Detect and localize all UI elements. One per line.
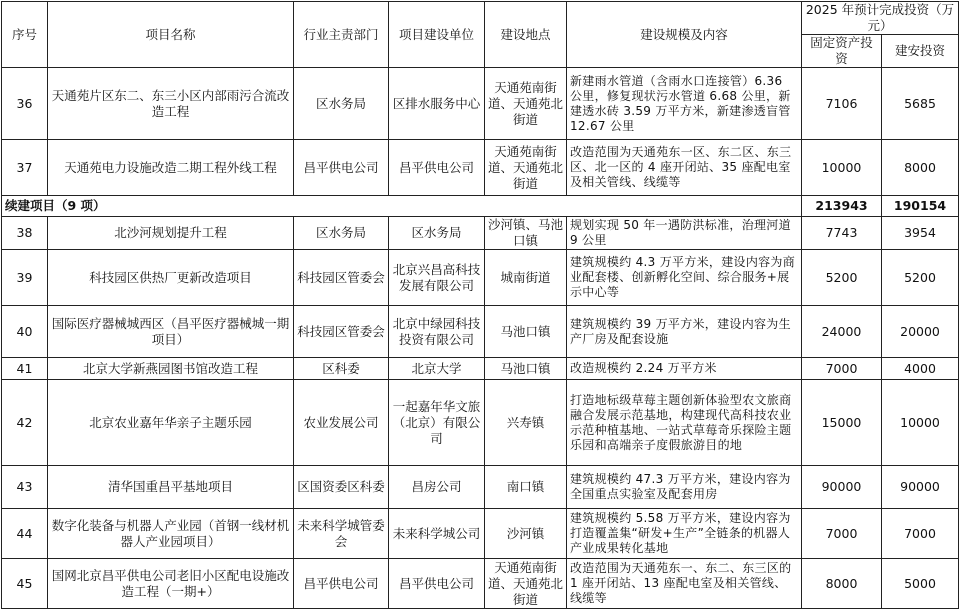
row-construction-unit: 昌平供电公司 (389, 559, 485, 609)
row-construction-investment: 8000 (882, 140, 959, 196)
row-construction-unit: 北京大学 (389, 358, 485, 380)
row-no: 42 (2, 380, 48, 466)
row-construction-unit: 区水务局 (389, 217, 485, 250)
row-fixed-investment: 7743 (802, 217, 882, 250)
row-department: 科技园区管委会 (294, 306, 389, 358)
table-row (2, 380, 959, 466)
table-body-bottom (2, 217, 959, 609)
row-no: 37 (2, 140, 48, 196)
row-location: 天通苑南街道、天通苑北街道 (485, 559, 567, 609)
row-department: 区水务局 (294, 68, 389, 140)
table-row (2, 140, 959, 196)
header-no: 序号 (2, 2, 48, 68)
row-department: 昌平供电公司 (294, 559, 389, 609)
row-no: 40 (2, 306, 48, 358)
table-row (2, 358, 959, 380)
row-construction-investment: 4000 (882, 358, 959, 380)
header-construction-invest: 建安投资 (882, 35, 959, 68)
header-department: 行业主责部门 (294, 2, 389, 68)
row-location: 南口镇 (485, 466, 567, 509)
row-location: 马池口镇 (485, 358, 567, 380)
row-construction-unit: 昌房公司 (389, 466, 485, 509)
row-construction-investment: 5000 (882, 559, 959, 609)
row-no: 44 (2, 509, 48, 559)
row-construction-unit: 北京中绿园科技投资有限公司 (389, 306, 485, 358)
row-fixed-investment: 5200 (802, 250, 882, 306)
row-scale: 打造地标级草莓主题创新体验型农文旅商融合发展示范基地，构建现代高科技农业示范种植基地、一站式草莓奇乐探险主题乐园和高端亲子度假旅游目的地 (567, 380, 802, 466)
row-construction-investment: 5685 (882, 68, 959, 140)
row-construction-unit: 一起嘉年华文旅（北京）有限公司 (389, 380, 485, 466)
row-no: 43 (2, 466, 48, 509)
row-fixed-investment: 90000 (802, 466, 882, 509)
row-project-name: 天通苑电力设施改造二期工程外线工程 (48, 140, 294, 196)
row-department: 农业发展公司 (294, 380, 389, 466)
row-scale: 建筑规模约 5.58 万平方米，建设内容为打造覆盖集“研发+生产”全链条的机器人产业成果转化基地 (567, 509, 802, 559)
section-construction-total: 190154 (882, 196, 959, 217)
row-department: 未来科学城管委会 (294, 509, 389, 559)
table-body-top (2, 68, 959, 217)
header-construction-unit: 项目建设单位 (389, 2, 485, 68)
row-construction-unit: 北京兴昌高科技发展有限公司 (389, 250, 485, 306)
row-scale: 建筑规模约 39 万平方米，建设内容为生产厂房及配套设施 (567, 306, 802, 358)
table-row (2, 306, 959, 358)
header-investment-group: 2025 年预计完成投资（万元） (802, 2, 959, 35)
row-no: 39 (2, 250, 48, 306)
row-construction-investment: 90000 (882, 466, 959, 509)
row-department: 区科委 (294, 358, 389, 380)
row-fixed-investment: 7000 (802, 358, 882, 380)
row-construction-investment: 5200 (882, 250, 959, 306)
row-fixed-investment: 24000 (802, 306, 882, 358)
row-scale: 改造范围为天通苑东一、东二、东三区的 1 座开闭站、13 座配电室及相关管线、线缆等 (567, 559, 802, 609)
row-fixed-investment: 7000 (802, 509, 882, 559)
row-construction-investment: 10000 (882, 380, 959, 466)
row-department: 区水务局 (294, 217, 389, 250)
header-location: 建设地点 (485, 2, 567, 68)
section-row (2, 196, 959, 217)
table-row (2, 466, 959, 509)
row-scale: 改造规模约 2.24 万平方米 (567, 358, 802, 380)
header-fixed-assets: 固定资产投资 (802, 35, 882, 68)
row-department: 昌平供电公司 (294, 140, 389, 196)
row-location: 天通苑南街道、天通苑北街道 (485, 140, 567, 196)
row-construction-unit: 未来科学城公司 (389, 509, 485, 559)
row-location: 兴寿镇 (485, 380, 567, 466)
row-no: 41 (2, 358, 48, 380)
row-department: 科技园区管委会 (294, 250, 389, 306)
row-location: 马池口镇 (485, 306, 567, 358)
table-row (2, 559, 959, 609)
row-scale: 建筑规模约 4.3 万平方米，建设内容为商业配套楼、创新孵化空间、综合服务+展示中心等 (567, 250, 802, 306)
header-project-name: 项目名称 (48, 2, 294, 68)
row-project-name: 北京大学新燕园图书馆改造工程 (48, 358, 294, 380)
section-fixed-total: 213943 (802, 196, 882, 217)
row-scale: 改造范围为天通苑东一区、东二区、东三区、北一区的 4 座开闭站、35 座配电室及相关管线、线缆等 (567, 140, 802, 196)
row-construction-investment: 7000 (882, 509, 959, 559)
header-scale: 建设规模及内容 (567, 2, 802, 68)
row-scale: 新建雨水管道（含雨水口连接管）6.36 公里，修复现状污水管道 6.68 公里，新建透水砖 3.59 万平方米，新建渗透盲管 12.67 公里 (567, 68, 802, 140)
row-project-name: 北京农业嘉年华亲子主题乐园 (48, 380, 294, 466)
row-fixed-investment: 15000 (802, 380, 882, 466)
row-fixed-investment: 8000 (802, 559, 882, 609)
row-location: 沙河镇、马池口镇 (485, 217, 567, 250)
row-location: 城南街道 (485, 250, 567, 306)
row-construction-unit: 区排水服务中心 (389, 68, 485, 140)
project-table (1, 1, 959, 609)
row-location: 沙河镇 (485, 509, 567, 559)
row-location: 天通苑南街道、天通苑北街道 (485, 68, 567, 140)
row-fixed-investment: 7106 (802, 68, 882, 140)
row-no: 36 (2, 68, 48, 140)
row-project-name: 清华国重昌平基地项目 (48, 466, 294, 509)
row-no: 45 (2, 559, 48, 609)
table-row (2, 68, 959, 140)
row-department: 区国资委区科委 (294, 466, 389, 509)
row-project-name: 天通苑片区东二、东三小区内部雨污合流改造工程 (48, 68, 294, 140)
row-construction-unit: 昌平供电公司 (389, 140, 485, 196)
table-row (2, 250, 959, 306)
row-no: 38 (2, 217, 48, 250)
row-scale: 建筑规模约 47.3 万平方米，建设内容为全国重点实验室及配套用房 (567, 466, 802, 509)
row-scale: 规划实现 50 年一遇防洪标准，治理河道 9 公里 (567, 217, 802, 250)
row-fixed-investment: 10000 (802, 140, 882, 196)
row-project-name: 数字化装备与机器人产业园（首钢一线材机器人产业园项目） (48, 509, 294, 559)
table-row (2, 509, 959, 559)
row-construction-investment: 3954 (882, 217, 959, 250)
row-project-name: 科技园区供热厂更新改造项目 (48, 250, 294, 306)
row-construction-investment: 20000 (882, 306, 959, 358)
section-label: 续建项目（9 项） (2, 196, 802, 217)
row-project-name: 国网北京昌平供电公司老旧小区配电设施改造工程（一期+） (48, 559, 294, 609)
row-project-name: 国际医疗器械城西区（昌平医疗器械城一期项目） (48, 306, 294, 358)
table-row (2, 217, 959, 250)
row-project-name: 北沙河规划提升工程 (48, 217, 294, 250)
